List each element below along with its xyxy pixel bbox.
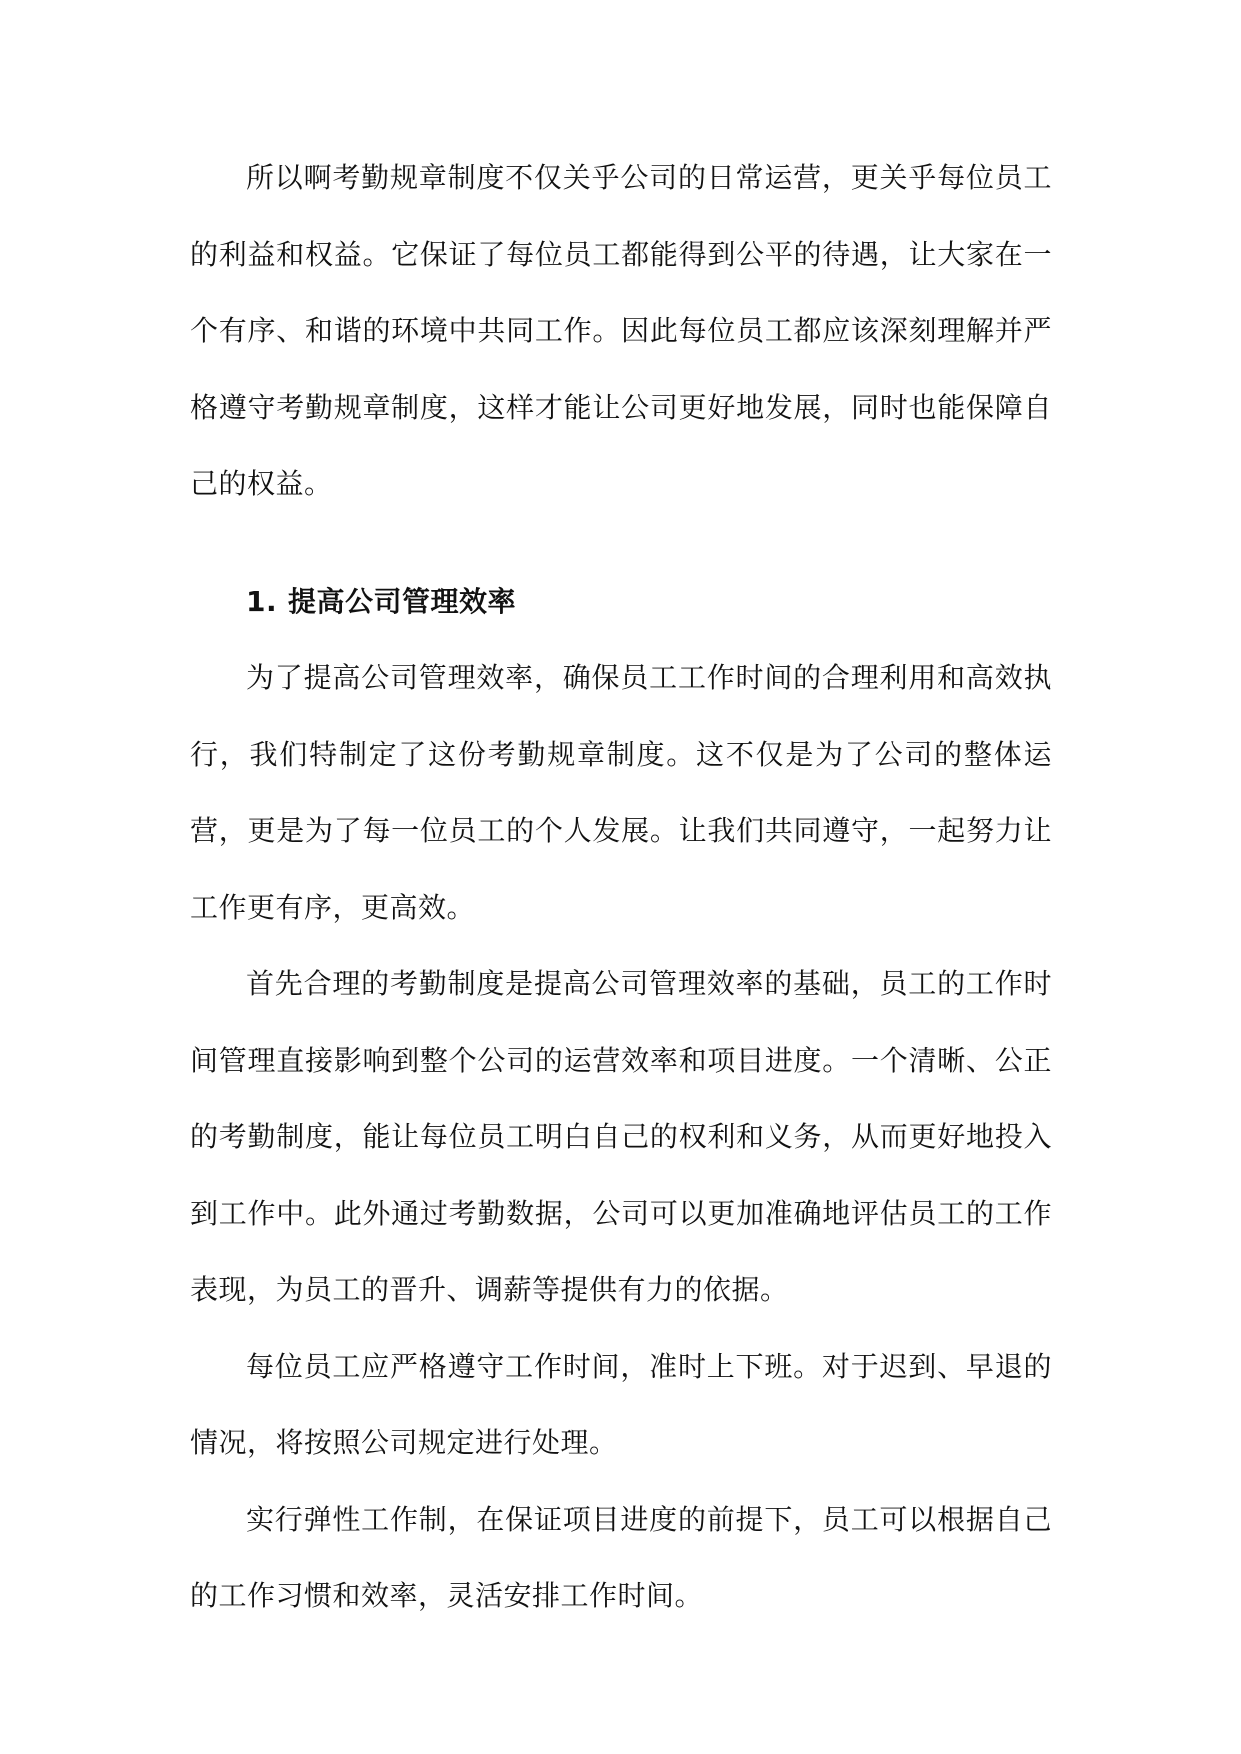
section-heading bbox=[190, 564, 1052, 641]
paragraph-flexible-work: 实行弹性工作制，在保证项目进度的前提下，员工可以根据自己的工作习惯和效率，灵活安排工作时间。 bbox=[190, 1502, 1052, 1612]
paragraph-foundation: 首先合理的考勤制度是提高公司管理效率的基础，员工的工作时间管理直接影响到整个公司的运营效率和项目进度。一个清晰、公正的考勤制度，能让每位员工明白自己的权利和义务，从而更好地投入到工作中。此外通过考勤数据，公司可以更加准确地评估员工的工作表现，为员工的晋升、调薪等提供有力的依据。 bbox=[190, 967, 1052, 1306]
paragraph-working-hours: 每位员工应严格遵守工作时间，准时上下班。对于迟到、早退的情况，将按照公司规定进行处理。 bbox=[190, 1349, 1052, 1459]
document-body bbox=[190, 140, 1052, 1635]
section-number: 1. bbox=[246, 584, 278, 618]
paragraph-intro: 所以啊考勤规章制度不仅关乎公司的日常运营，更关乎每位员工的利益和权益。它保证了每位员工都能得到公平的待遇，让大家在一个有序、和谐的环境中共同工作。因此每位员工都应该深刻理解并严格遵守考勤规章制度，这样才能让公司更好地发展，同时也能保障自己的权益。 bbox=[190, 161, 1052, 500]
section-title: 提高公司管理效率 bbox=[288, 584, 517, 618]
paragraph-purpose: 为了提高公司管理效率，确保员工工作时间的合理利用和高效执行，我们特制定了这份考勤规章制度。这不仅是为了公司的整体运营，更是为了每一位员工的个人发展。让我们共同遵守，一起努力让工作更有序，更高效。 bbox=[190, 661, 1052, 924]
